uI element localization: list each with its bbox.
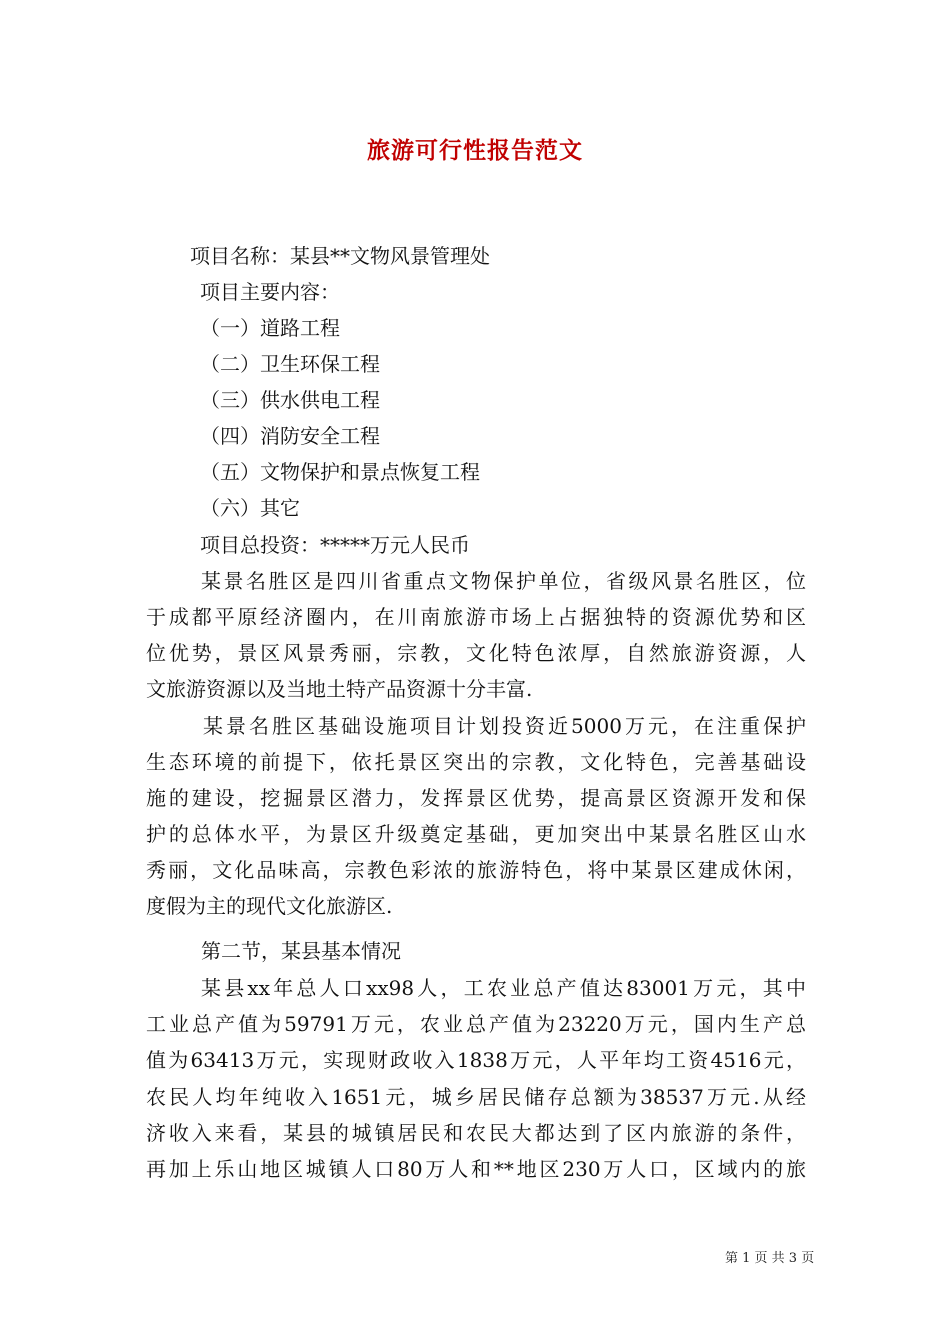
paragraph3-line: 再加上乐山地区城镇人口80万人和**地区230万人口，区域内的旅 bbox=[146, 1157, 806, 1181]
content-item: （五）文物保护和景点恢复工程 bbox=[200, 460, 480, 484]
paragraph1-line: 文旅游资源以及当地土特产品资源十分丰富. bbox=[146, 677, 533, 701]
main-content-heading: 项目主要内容： bbox=[200, 280, 340, 304]
paragraph2-line: 护的总体水平，为景区升级奠定基础，更加突出中某景名胜区山水 bbox=[146, 822, 806, 846]
paragraph2-line: 度假为主的现代文化旅游区. bbox=[146, 894, 393, 918]
content-item: （六）其它 bbox=[200, 496, 300, 520]
paragraph2-line: 施的建设，挖掘景区潜力，发挥景区优势，提高景区资源开发和保 bbox=[146, 786, 806, 810]
content-item: （四）消防安全工程 bbox=[200, 424, 380, 448]
paragraph3-line: 工业总产值为59791万元，农业总产值为23220万元，国内生产总 bbox=[146, 1012, 806, 1036]
document-title: 旅游可行性报告范文 bbox=[367, 137, 583, 164]
paragraph1-line: 于成都平原经济圈内，在川南旅游市场上占据独特的资源优势和区 bbox=[146, 605, 806, 629]
section-heading: 第二节，某县基本情况 bbox=[201, 939, 401, 963]
page-number-footer: 第 1 页 共 3 页 bbox=[725, 1251, 815, 1266]
content-item: （二）卫生环保工程 bbox=[200, 352, 380, 376]
paragraph2-line: 某景名胜区基础设施项目计划投资近5000万元，在注重保护 bbox=[203, 714, 806, 738]
content-item: （三）供水供电工程 bbox=[200, 388, 380, 412]
content-item: （一）道路工程 bbox=[200, 316, 340, 340]
paragraph3-line: 农民人均年纯收入1651元，城乡居民储存总额为38537万元.从经 bbox=[146, 1085, 806, 1109]
paragraph3-line: 济收入来看，某县的城镇居民和农民大都达到了区内旅游的条件， bbox=[146, 1121, 806, 1145]
paragraph2-line: 生态环境的前提下，依托景区突出的宗教，文化特色，完善基础设 bbox=[146, 750, 806, 774]
paragraph1-line: 位优势，景区风景秀丽，宗教，文化特色浓厚，自然旅游资源，人 bbox=[146, 641, 806, 665]
paragraph1-line: 某景名胜区是四川省重点文物保护单位，省级风景名胜区，位 bbox=[201, 569, 806, 593]
total-investment: 项目总投资：*****万元人民币 bbox=[200, 533, 470, 557]
paragraph2-line: 秀丽，文化品味高，宗教色彩浓的旅游特色，将中某景区建成休闲， bbox=[146, 858, 806, 882]
paragraph3-line: 某县xx年总人口xx98人，工农业总产值达83001万元，其中 bbox=[201, 976, 806, 1000]
paragraph3-line: 值为63413万元，实现财政收入1838万元，人平年均工资4516元， bbox=[146, 1048, 806, 1072]
project-name: 项目名称：某县**文物风景管理处 bbox=[190, 244, 490, 268]
